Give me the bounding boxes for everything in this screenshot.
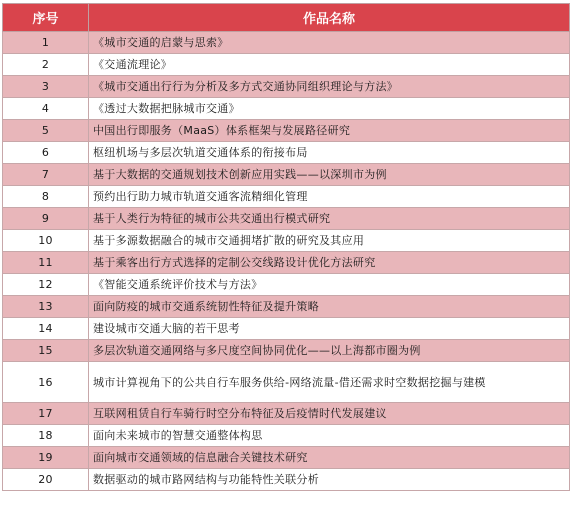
table-row — [3, 32, 570, 54]
row-number: 10 — [3, 230, 89, 252]
works-table — [2, 3, 570, 491]
row-title: 面向城市交通领域的信息融合关键技术研究 — [89, 447, 570, 469]
row-title: 《城市交通出行行为分析及多方式交通协同组织理论与方法》 — [89, 76, 570, 98]
table-row — [3, 76, 570, 98]
row-number: 18 — [3, 425, 89, 447]
row-title: 《城市交通的启蒙与思索》 — [89, 32, 570, 54]
table-row — [3, 296, 570, 318]
row-number: 12 — [3, 274, 89, 296]
row-number: 19 — [3, 447, 89, 469]
row-title: 数据驱动的城市路网结构与功能特性关联分析 — [89, 469, 570, 491]
row-title: 多层次轨道交通网络与多尺度空间协同优化——以上海都市圈为例 — [89, 340, 570, 362]
table-body — [3, 32, 570, 491]
row-number: 11 — [3, 252, 89, 274]
table-row — [3, 252, 570, 274]
row-title: 中国出行即服务（MaaS）体系框架与发展路径研究 — [89, 120, 570, 142]
row-title: 基于大数据的交通规划技术创新应用实践——以深圳市为例 — [89, 164, 570, 186]
row-number: 4 — [3, 98, 89, 120]
row-title: 城市计算视角下的公共自行车服务供给-网络流量-借还需求时空数据挖掘与建模 — [89, 362, 570, 403]
row-number: 14 — [3, 318, 89, 340]
row-number: 16 — [3, 362, 89, 403]
row-number: 20 — [3, 469, 89, 491]
table-row — [3, 98, 570, 120]
row-title: 面向未来城市的智慧交通整体构思 — [89, 425, 570, 447]
row-title: 《透过大数据把脉城市交通》 — [89, 98, 570, 120]
row-title: 互联网租赁自行车骑行时空分布特征及后疫情时代发展建议 — [89, 403, 570, 425]
table-row — [3, 340, 570, 362]
table-row — [3, 447, 570, 469]
table-row — [3, 469, 570, 491]
table-row — [3, 54, 570, 76]
row-number: 7 — [3, 164, 89, 186]
row-number: 6 — [3, 142, 89, 164]
table-row — [3, 142, 570, 164]
table-row — [3, 274, 570, 296]
row-number: 9 — [3, 208, 89, 230]
row-title: 《智能交通系统评价技术与方法》 — [89, 274, 570, 296]
table-row — [3, 318, 570, 340]
table-row — [3, 208, 570, 230]
header-title: 作品名称 — [89, 4, 570, 32]
row-number: 2 — [3, 54, 89, 76]
table-row — [3, 403, 570, 425]
table-row — [3, 164, 570, 186]
row-title: 基于人类行为特征的城市公共交通出行模式研究 — [89, 208, 570, 230]
row-number: 3 — [3, 76, 89, 98]
row-title: 《交通流理论》 — [89, 54, 570, 76]
row-number: 15 — [3, 340, 89, 362]
table-row — [3, 230, 570, 252]
row-title: 建设城市交通大脑的若干思考 — [89, 318, 570, 340]
row-title: 枢纽机场与多层次轨道交通体系的衔接布局 — [89, 142, 570, 164]
row-number: 5 — [3, 120, 89, 142]
row-number: 8 — [3, 186, 89, 208]
row-title: 预约出行助力城市轨道交通客流精细化管理 — [89, 186, 570, 208]
header-number: 序号 — [3, 4, 89, 32]
works-table-container — [2, 3, 569, 491]
table-row — [3, 186, 570, 208]
row-number: 17 — [3, 403, 89, 425]
table-row — [3, 425, 570, 447]
row-number: 1 — [3, 32, 89, 54]
table-header-row — [3, 4, 570, 32]
row-title: 基于多源数据融合的城市交通拥堵扩散的研究及其应用 — [89, 230, 570, 252]
row-title: 面向防疫的城市交通系统韧性特征及提升策略 — [89, 296, 570, 318]
row-title: 基于乘客出行方式选择的定制公交线路设计优化方法研究 — [89, 252, 570, 274]
table-row — [3, 362, 570, 403]
table-row — [3, 120, 570, 142]
row-number: 13 — [3, 296, 89, 318]
